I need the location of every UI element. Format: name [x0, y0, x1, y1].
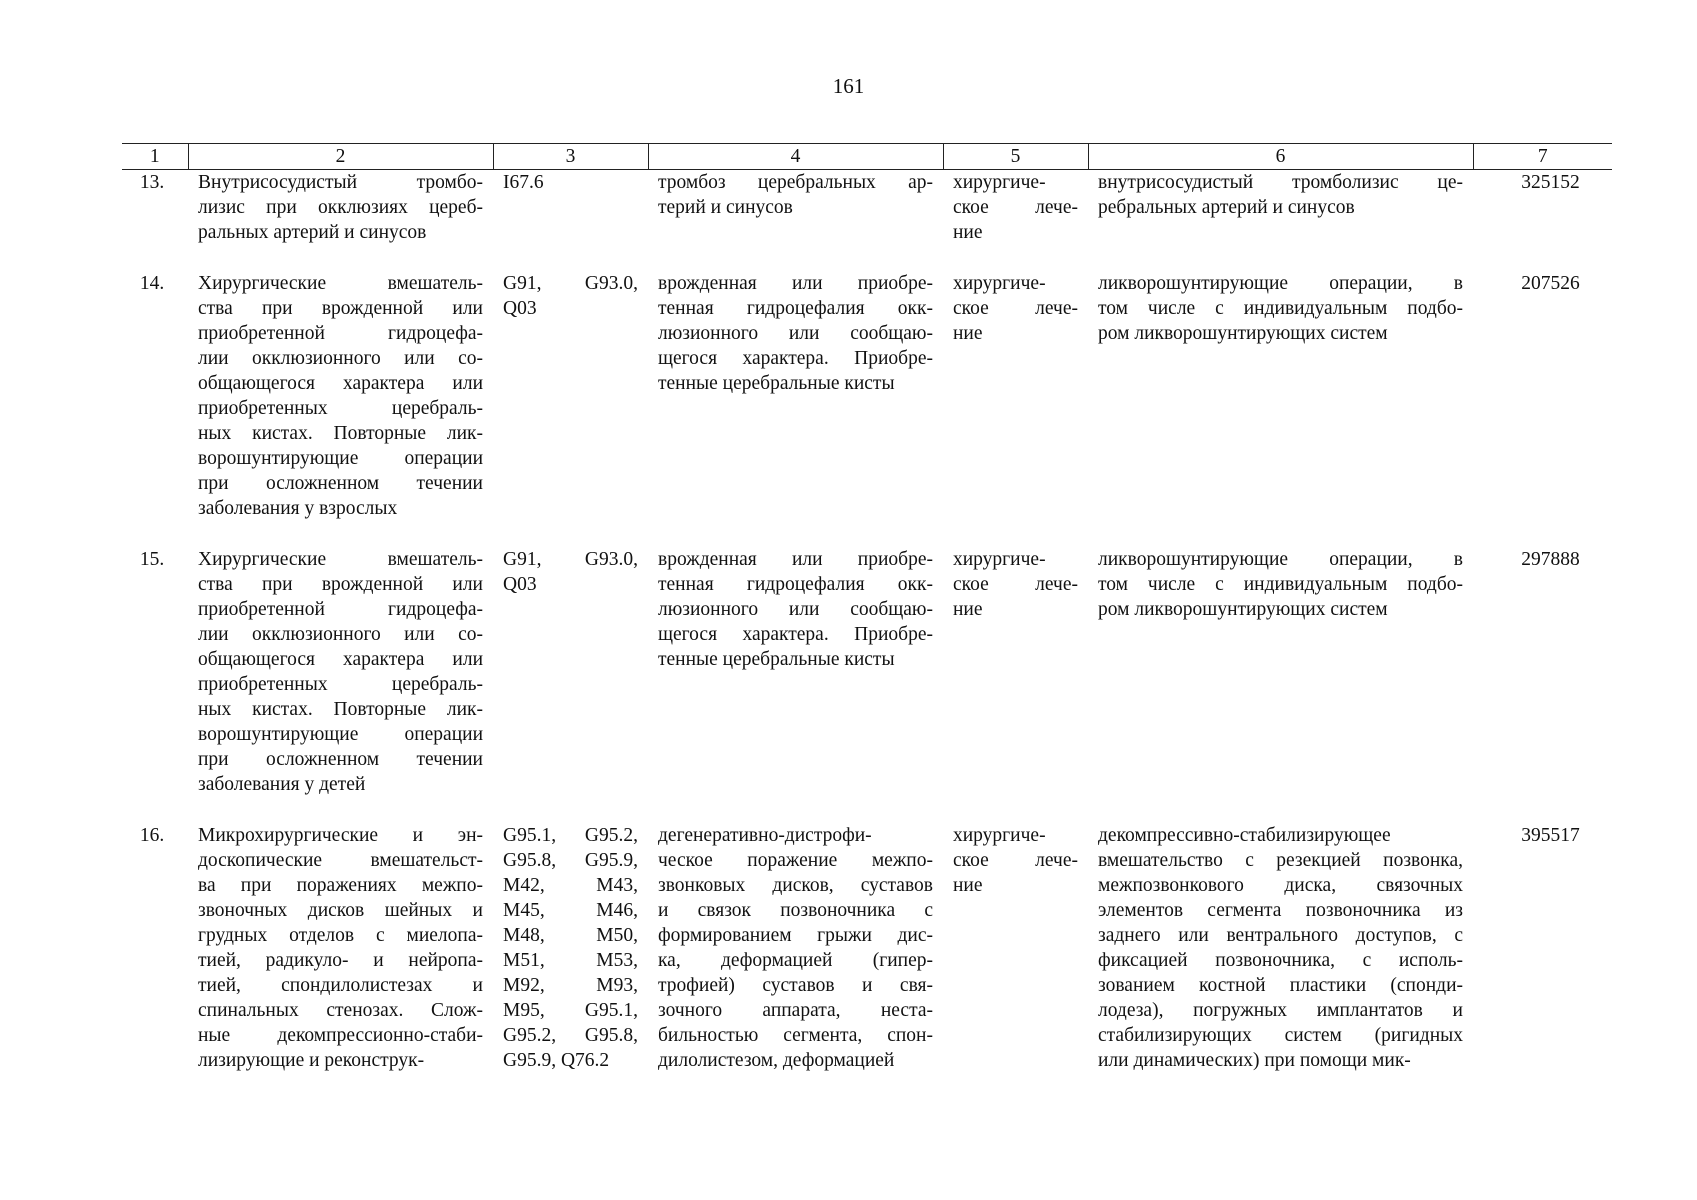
text-line: тией, спондилолистезах и — [198, 975, 483, 996]
text-line: Хирургические вмешатель- — [198, 273, 483, 294]
text-line: ром ликворошунтирующих систем — [1098, 323, 1388, 344]
text-line: звоночных дисков шейных и — [198, 900, 483, 921]
column-header: 4 — [648, 144, 943, 170]
row-number: 16. — [139, 825, 165, 846]
text-line: формированием грыжи дис- — [658, 925, 933, 946]
text-line: тромбоз церебральных ар- — [658, 172, 933, 193]
text-line: M48, M50, — [503, 925, 638, 946]
procedure-name-cell — [188, 823, 493, 1073]
text-line: тенная гидроцефалия окк- — [658, 298, 933, 319]
row-number: 13. — [139, 172, 165, 193]
text-line: ребральных артерий и синусов — [1098, 197, 1355, 218]
row-number: 14. — [139, 273, 165, 294]
text-line: лизирующие и реконструк- — [198, 1050, 425, 1071]
column-header: 6 — [1088, 144, 1473, 170]
text-line: Микрохирургические и эн- — [198, 825, 483, 846]
procedure-name-cell — [188, 547, 493, 823]
text-line: фиксацией позвоночника, с исполь- — [1098, 950, 1463, 971]
text-line: M51, M53, — [503, 950, 638, 971]
text-line: врожденная или приобре- — [658, 549, 933, 570]
text-line: при осложненном течении — [198, 749, 483, 770]
text-line: приобретенных церебраль- — [198, 398, 483, 419]
procedure-name-cell — [188, 170, 493, 272]
text-line: заднего или вентрального доступов, с — [1098, 925, 1463, 946]
text-line: ческое поражение межпо- — [658, 850, 933, 871]
table-body — [122, 170, 1612, 1074]
cost-cell: 207526 — [1521, 273, 1580, 294]
text-line: G95.8, G95.9, — [503, 850, 638, 871]
text-line: том числе с индивидуальным подбо- — [1098, 298, 1463, 319]
text-line: общающегося характера или — [198, 649, 483, 670]
text-line: M45, M46, — [503, 900, 638, 921]
text-line: ликворошунтирующие операции, в — [1098, 549, 1463, 570]
text-line: дилолистезом, деформацией — [658, 1050, 895, 1071]
text-line: ства при врожденной или — [198, 574, 483, 595]
text-line: ское лече- — [953, 574, 1078, 595]
text-line: ром ликворошунтирующих систем — [1098, 599, 1388, 620]
patient-model-cell — [648, 170, 943, 272]
column-number-row — [122, 144, 1612, 170]
text-line: межпозвонкового диска, связочных — [1098, 875, 1463, 896]
text-line: зованием костной пластики (спонди- — [1098, 975, 1463, 996]
icd-codes-cell — [493, 170, 648, 272]
text-line: ликворошунтирующие операции, в — [1098, 273, 1463, 294]
text-line: трофией) суставов и свя- — [658, 975, 933, 996]
text-line: лодеза), погружных имплантатов и — [1098, 1000, 1463, 1021]
text-line: ние — [953, 599, 983, 620]
text-line: G95.2, G95.8, — [503, 1025, 638, 1046]
icd-codes-cell — [493, 547, 648, 823]
text-line: M92, M93, — [503, 975, 638, 996]
text-line: G91, G93.0, — [503, 549, 638, 570]
treatment-method-cell — [1088, 170, 1473, 272]
patient-model-cell — [648, 823, 943, 1073]
table-row — [122, 547, 1612, 823]
column-header: 5 — [943, 144, 1088, 170]
column-header: 7 — [1473, 144, 1612, 170]
text-line: доскопические вмешательст- — [198, 850, 483, 871]
text-line: приобретенной гидроцефа- — [198, 323, 483, 344]
text-line: ское лече- — [953, 850, 1078, 871]
text-line: терий и синусов — [658, 197, 793, 218]
column-header: 3 — [493, 144, 648, 170]
text-line: M95, G95.1, — [503, 1000, 638, 1021]
medical-care-table — [122, 143, 1612, 1073]
text-line: тенная гидроцефалия окк- — [658, 574, 933, 595]
text-line: G91, G93.0, — [503, 273, 638, 294]
text-line: ние — [953, 875, 983, 896]
text-line: хирургиче- — [953, 273, 1046, 294]
text-line: или динамических) при помощи мик- — [1098, 1050, 1411, 1071]
text-line: приобретенных церебраль- — [198, 674, 483, 695]
text-line: ворошунтирующие операции — [198, 724, 483, 745]
text-line: Внутрисосудистый тромбо- — [198, 172, 483, 193]
text-line: тенные церебральные кисты — [658, 373, 895, 394]
text-line: щегося характера. Приобре- — [658, 348, 933, 369]
text-line: ка, деформацией (гипер- — [658, 950, 933, 971]
patient-model-cell — [648, 271, 943, 547]
text-line: стабилизирующих систем (ригидных — [1098, 1025, 1463, 1046]
patient-model-cell — [648, 547, 943, 823]
text-line: лии окклюзионного или со- — [198, 624, 483, 645]
text-line: хирургиче- — [953, 825, 1046, 846]
treatment-method-cell — [1088, 271, 1473, 547]
treatment-method-cell — [1088, 547, 1473, 823]
text-line: ское лече- — [953, 197, 1078, 218]
text-line: ние — [953, 222, 983, 243]
treatment-type-cell — [943, 547, 1088, 823]
text-line: лии окклюзионного или со- — [198, 348, 483, 369]
procedure-name-cell — [188, 271, 493, 547]
text-line: звонковых дисков, суставов — [658, 875, 933, 896]
text-line: хирургиче- — [953, 549, 1046, 570]
text-line: дегенеративно-дистрофи- — [658, 825, 872, 846]
text-line: врожденная или приобре- — [658, 273, 933, 294]
row-number: 15. — [139, 549, 165, 570]
text-line: ворошунтирующие операции — [198, 448, 483, 469]
text-line: G95.1, G95.2, — [503, 825, 638, 846]
text-line: том числе с индивидуальным подбо- — [1098, 574, 1463, 595]
text-line: лизис при окклюзиях цереб- — [198, 197, 483, 218]
text-line: I67.6 — [503, 172, 544, 193]
table-row — [122, 170, 1612, 272]
icd-codes-cell — [493, 823, 648, 1073]
text-line: люзионного или сообщаю- — [658, 599, 933, 620]
text-line: ральных артерий и синусов — [198, 222, 427, 243]
text-line: тией, радикуло- и нейропа- — [198, 950, 483, 971]
text-line: элементов сегмента позвоночника из — [1098, 900, 1463, 921]
text-line: заболевания у взрослых — [198, 498, 398, 519]
text-line: грудных отделов с миелопа- — [198, 925, 483, 946]
text-line: хирургиче- — [953, 172, 1046, 193]
table-row — [122, 271, 1612, 547]
text-line: ных кистах. Повторные лик- — [198, 423, 483, 444]
page-number: 161 — [832, 74, 865, 98]
text-line: общающегося характера или — [198, 373, 483, 394]
text-line: заболевания у детей — [198, 774, 366, 795]
text-line: ва при поражениях межпо- — [198, 875, 483, 896]
text-line: декомпрессивно-стабилизирующее — [1098, 825, 1391, 846]
text-line: ние — [953, 323, 983, 344]
text-line: Q03 — [503, 574, 537, 595]
text-line: щегося характера. Приобре- — [658, 624, 933, 645]
cost-cell: 297888 — [1521, 549, 1580, 570]
column-header: 1 — [122, 144, 188, 170]
treatment-type-cell — [943, 170, 1088, 272]
treatment-type-cell — [943, 823, 1088, 1073]
table-row — [122, 823, 1612, 1073]
text-line: Q03 — [503, 298, 537, 319]
text-line: ское лече- — [953, 298, 1078, 319]
text-line: ных кистах. Повторные лик- — [198, 699, 483, 720]
text-line: бильностью сегмента, спон- — [658, 1025, 933, 1046]
text-line: спинальных стенозах. Слож- — [198, 1000, 483, 1021]
text-line: при осложненном течении — [198, 473, 483, 494]
text-line: M42, M43, — [503, 875, 638, 896]
text-line: тенные церебральные кисты — [658, 649, 895, 670]
icd-codes-cell — [493, 271, 648, 547]
text-line: ные декомпрессионно-стаби- — [198, 1025, 483, 1046]
text-line: вмешательство с резекцией позвонка, — [1098, 850, 1463, 871]
cost-cell: 325152 — [1521, 172, 1580, 193]
text-line: люзионного или сообщаю- — [658, 323, 933, 344]
text-line: Хирургические вмешатель- — [198, 549, 483, 570]
cost-cell: 395517 — [1521, 825, 1580, 846]
treatment-method-cell — [1088, 823, 1473, 1073]
text-line: ства при врожденной или — [198, 298, 483, 319]
text-line: приобретенной гидроцефа- — [198, 599, 483, 620]
column-header: 2 — [188, 144, 493, 170]
text-line: зочного аппарата, неста- — [658, 1000, 933, 1021]
text-line: G95.9, Q76.2 — [503, 1050, 610, 1071]
treatment-type-cell — [943, 271, 1088, 547]
text-line: и связок позвоночника с — [658, 900, 933, 921]
text-line: внутрисосудистый тромболизис це- — [1098, 172, 1463, 193]
